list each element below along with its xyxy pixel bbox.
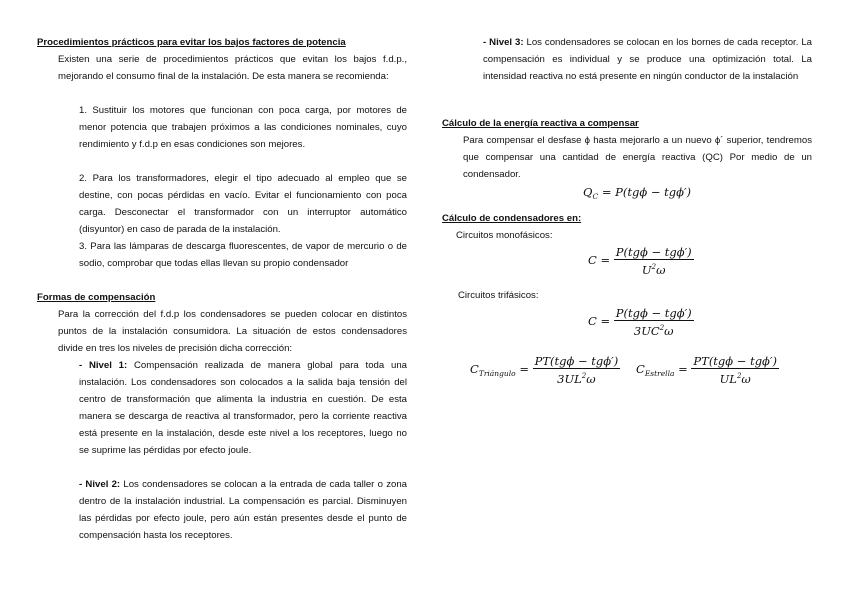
- formas-paragraph: Para la corrección del f.d.p los condensadores se pueden colocar en distintos puntos de la instalación consumidora. La situación de estos condensadores divide en tres los niveles de precisión dicha corrección:: [58, 309, 407, 354]
- heading-formas-compensacion: Formas de compensación: [37, 292, 156, 303]
- nivel-1-body: Compensación realizada de manera global para toda una instalación. Los condensadores son colocados a la salida baja tensión del centro de transformación que alimenta la industria en cuestión. De esta manera se descarga de reactiva al transformador, pero la corriente reactiva está presente en la instalación, desde este nivel a los receptores, luego no se suprime las pérdidas por efecto joule.: [79, 360, 407, 456]
- eq-triangulo-lhs: C: [470, 361, 479, 376]
- eq-triangulo-sub: Triángulo: [478, 368, 516, 378]
- eq-triangulo-equals: =: [519, 361, 529, 376]
- nivel-1-text: [79, 358, 407, 459]
- nivel-2-label: - Nivel 2:: [79, 479, 121, 490]
- equation-c-estrella: [636, 354, 779, 386]
- heading-energia-reactiva: Cálculo de la energía reactiva a compensar: [442, 118, 639, 129]
- nivel-1-label: - Nivel 1:: [79, 360, 128, 371]
- eq-qc-rhs: = P(tgϕ − tgϕ′): [598, 185, 692, 199]
- equation-c-triangulo: [470, 354, 620, 386]
- nivel-3-body: Los condensadores se colocan en los bornes de cada receptor. La compensación es individual y se produce una optimización total. La intensidad reactiva no está presente en ningún conductor de la instalación: [483, 37, 812, 82]
- eq-estrella-sub: Estrella: [644, 368, 675, 378]
- eq-qc-lhs: Q: [583, 185, 593, 199]
- nivel-3-text: [483, 35, 812, 86]
- list-item-2: 2. Para los transformadores, elegir el tipo adecuado al empleo que se destine, con pocas pérdidas en vacío. Evitar el funcionamiento con poca carga. Desconectar el transformador con un interruptor automático (disyuntor) en caso de parada de la instalación.: [79, 173, 407, 235]
- fraction-estrella-den: $UL^2\omega$: [719, 371, 751, 386]
- fraction-mono-den: $U^2\omega$: [641, 262, 666, 277]
- eq-qc-sub: C: [592, 192, 599, 201]
- eq-mono-lhs: C =: [588, 252, 611, 267]
- right-heading-condensadores: [442, 211, 742, 228]
- list-item-1: 1. Sustituir los motores que funcionan con poca carga, por motores de menor potencia que trabajen próximos a las condiciones nominales, cuyo rendimiento y f.d.p en esas condiciones son mejores.: [79, 105, 407, 150]
- heading-procedimientos: Procedimientos prácticos para evitar los bajos factores de potencia: [37, 37, 346, 48]
- nivel-2-body: Los condensadores se colocan a la entrada de cada taller o zona dentro de la instalación industrial. La compensación es parcial. Disminuyen las pérdidas por efecto joule, pero aún están presentes desde el punto de compensación hasta los receptores.: [79, 479, 407, 541]
- left-heading-procedimientos: [37, 35, 377, 52]
- fraction-tri: [614, 306, 694, 338]
- fraction-tri-num: P(tgϕ − tgϕ′): [615, 306, 692, 320]
- heading-calculo-condensadores: Cálculo de condensadores en:: [442, 213, 582, 224]
- intro-paragraph: Existen una serie de procedimientos prácticos que evitan los bajos f.d.p., mejorando el consumo final de la instalación. De esta manera se recomienda:: [58, 54, 407, 82]
- eq-estrella-equals: =: [678, 361, 688, 376]
- fraction-estrella-num: PT(tgϕ − tgϕ′): [693, 354, 777, 368]
- equation-qc: [583, 185, 691, 201]
- fraction-triangulo-num: PT(tgϕ − tgϕ′): [534, 354, 619, 368]
- fraction-estrella: [691, 354, 779, 386]
- list-item-3: 3. Para las lámparas de descarga fluorescentes, de vapor de mercurio o de sodio, comprobar que todas ellas llevan su propio condensador: [79, 241, 407, 269]
- label-trifasicos: Circuitos trifásicos:: [458, 290, 539, 301]
- fraction-mono-num: P(tgϕ − tgϕ′): [615, 245, 692, 259]
- nivel-3-label: - Nivel 3:: [483, 37, 524, 48]
- fraction-tri-den: $3UC^2\omega$: [633, 323, 674, 338]
- label-monofasicos: Circuitos monofásicos:: [456, 230, 553, 241]
- left-heading-formas: [37, 290, 337, 307]
- fraction-mono: [614, 245, 694, 277]
- eq-estrella-lhs: C: [636, 361, 645, 376]
- fraction-triangulo: [533, 354, 621, 386]
- equation-c-monofasico: [588, 245, 694, 277]
- right-heading-energia: [442, 116, 742, 133]
- energia-paragraph: Para compensar el desfase ϕ hasta mejorarlo a un nuevo ϕ´ superior, tendremos que compensar una cantidad de energía reactiva (QC) Por medio de un condensador.: [463, 135, 812, 180]
- equation-c-trifasico: [588, 306, 694, 338]
- eq-tri-lhs: C =: [588, 313, 611, 328]
- nivel-2-text: [79, 477, 407, 545]
- fraction-triangulo-den: $3UL^2\omega$: [557, 371, 596, 386]
